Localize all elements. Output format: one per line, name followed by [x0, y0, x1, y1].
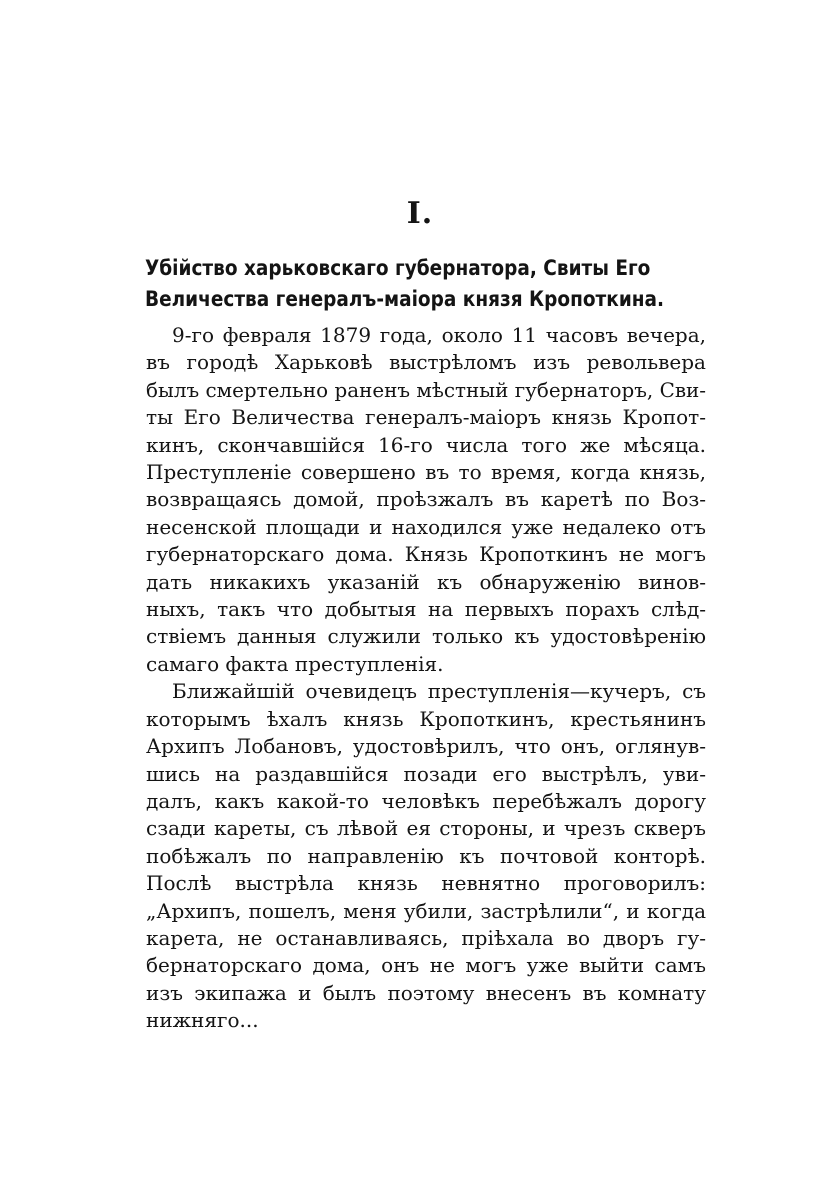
text-line: несенской площади и находился уже недалеко отъ: [146, 514, 706, 539]
text-line: нижняго...: [146, 1008, 259, 1033]
text-line: Послѣ выстрѣла князь невнятно проговорилъ:: [146, 871, 707, 896]
text-line: шись на раздавшійся позади его выстрѣлъ, уви-: [146, 761, 706, 786]
body-text: [146, 322, 706, 1035]
text-line: побѣжалъ по направленію къ почтовой конторѣ.: [146, 843, 706, 868]
paragraph-1: [146, 322, 706, 678]
headline-line: Величества генералъ-маіора князя Кропоткина.: [145, 287, 665, 312]
text-line: ныхъ, такъ что добытыя на первыхъ порахъ слѣд-: [146, 597, 707, 622]
text-line: въ городѣ Харьковѣ выстрѣломъ изъ револьвера: [146, 350, 706, 375]
text-line: сзади кареты, съ лѣвой ея стороны, и чрезъ скверъ: [146, 816, 706, 841]
text-line: Архипъ Лобановъ, удостовѣрилъ, что онъ, оглянув-: [146, 734, 707, 759]
text-line: самаго факта преступленія.: [146, 651, 444, 676]
headline-line: Убійство харьковскаго губернатора, Свиты Его: [145, 256, 651, 281]
text-line: далъ, какъ какой-то человѣкъ перебѣжалъ дорогу: [146, 788, 706, 813]
paragraph-2: [146, 678, 706, 1034]
section-number: I.: [406, 196, 434, 231]
text-line: дать никакихъ указаній къ обнаруженію винов-: [146, 569, 707, 594]
text-line: возвращаясь домой, проѣзжалъ въ каретѣ по Воз-: [146, 487, 707, 512]
text-line: бернаторскаго дома, онъ не могъ уже выйти самъ: [146, 953, 706, 978]
text-line: ствіемъ данныя служили только къ удостовѣренію: [146, 624, 706, 649]
text-line: 9-го февраля 1879 года, около 11 часовъ вечера,: [172, 323, 707, 347]
text-line: былъ смертельно раненъ мѣстный губернаторъ, Сви-: [146, 377, 707, 402]
text-line: Преступленіе совершено въ то время, когда князь,: [146, 460, 707, 485]
text-line: „Архипъ, пошелъ, меня убили, застрѣлили“, и когда: [146, 898, 706, 923]
text-line: ты Его Величества генералъ-маіоръ князь Кропот-: [146, 405, 706, 430]
text-line: которымъ ѣхалъ князь Кропоткинъ, крестьянинъ: [146, 706, 707, 731]
chapter-headline: [145, 253, 665, 315]
text-line: Ближайшій очевидецъ преступленія—кучеръ, съ: [172, 679, 706, 704]
text-line: кинъ, скончавшійся 16-го числа того же мѣсяца.: [146, 432, 706, 457]
text-line: губернаторскаго дома. Князь Кропоткинъ не могъ: [146, 542, 706, 567]
text-line: карета, не останавливаясь, пріѣхала во дворъ гу-: [146, 925, 706, 950]
text-line: изъ экипажа и былъ поэтому внесенъ въ комнату: [146, 980, 706, 1005]
